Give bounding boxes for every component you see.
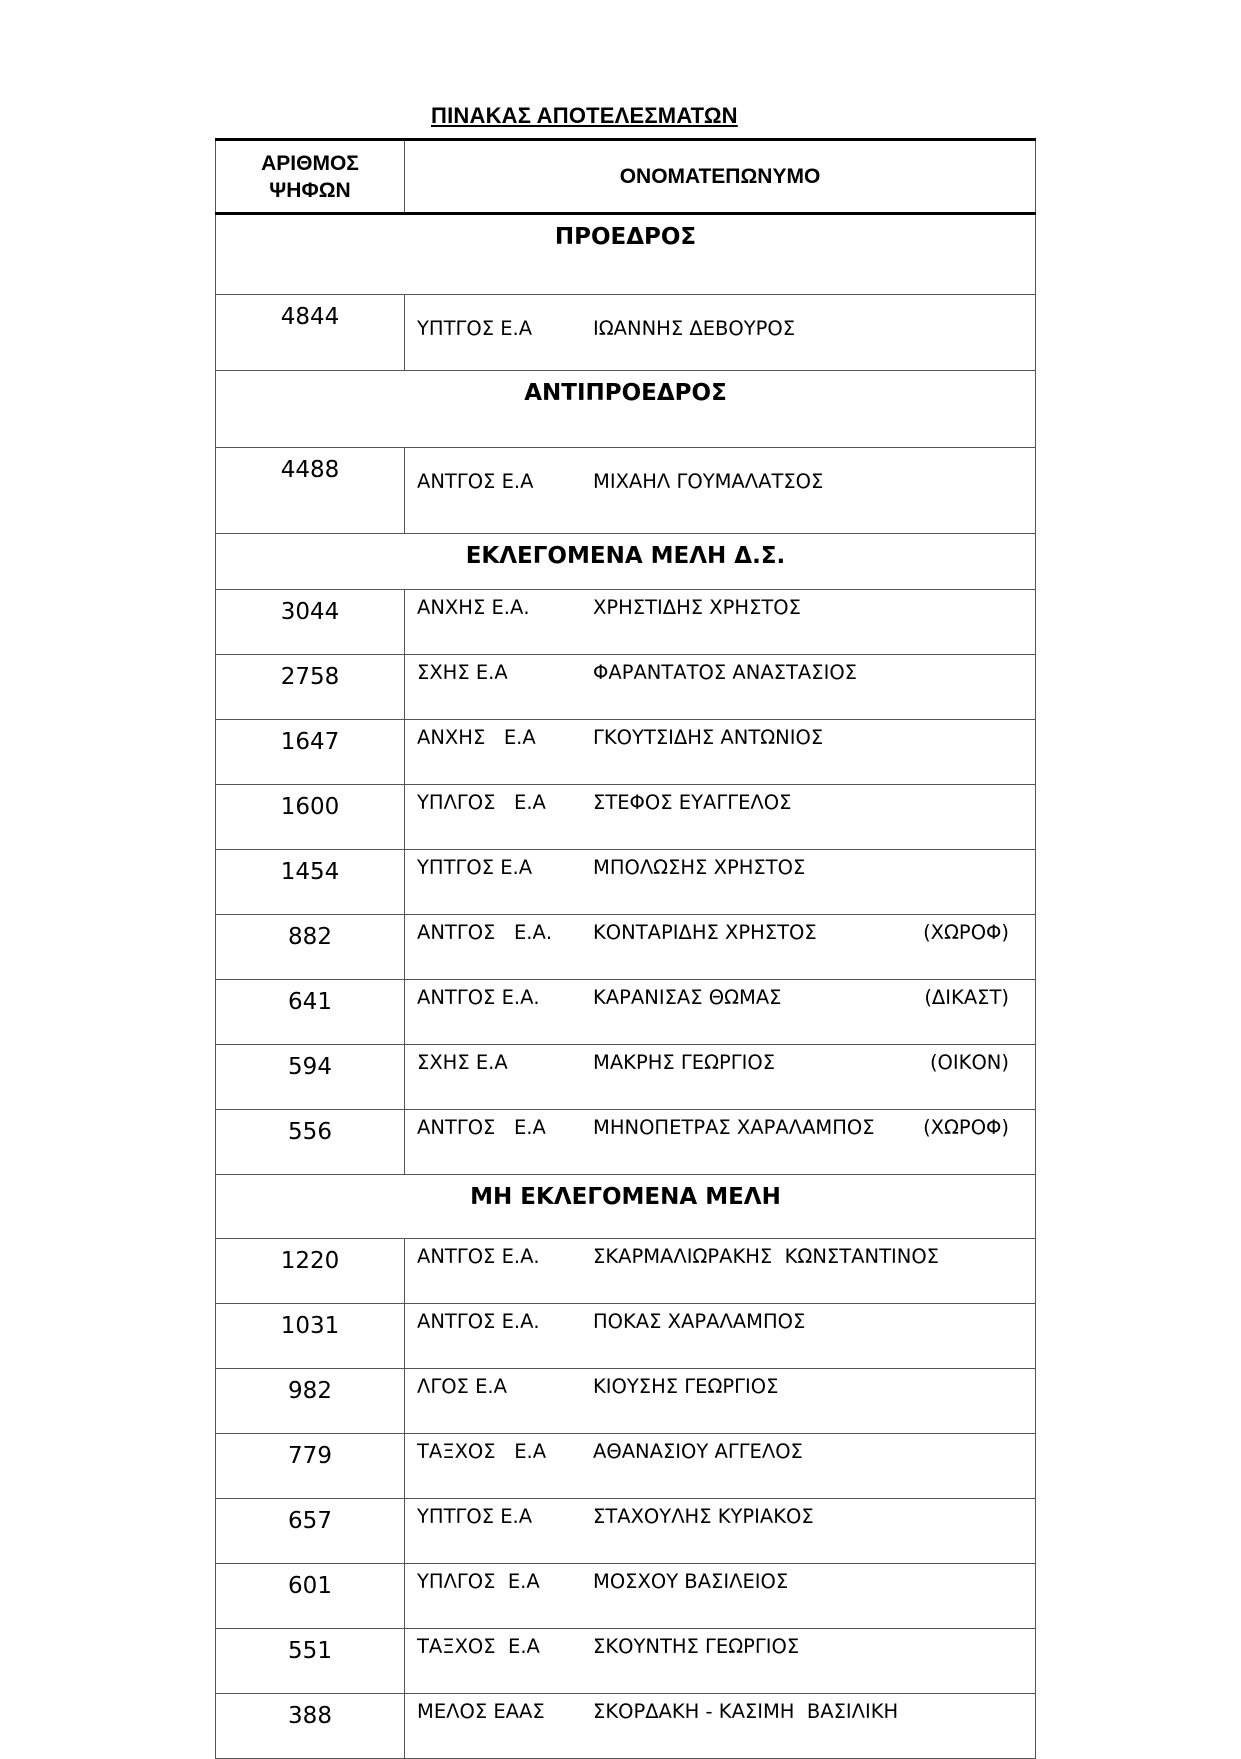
rank-text: ΥΠΛΓΟΣ Ε.Α — [417, 1570, 540, 1593]
rank-text: ΥΠΤΓΟΣ Ε.Α — [417, 1505, 533, 1528]
name-cell — [405, 1694, 1036, 1759]
rank-text: ΑΝΧΗΣ Ε.Α. — [417, 596, 530, 619]
votes-cell: 388 — [216, 1694, 405, 1759]
section-title: ΕΚΛΕΓΟΜΕΝΑ ΜΕΛΗ Δ.Σ. — [216, 534, 1036, 590]
name-cell — [405, 915, 1036, 980]
name-cell — [405, 785, 1036, 850]
votes-cell: 1220 — [216, 1239, 405, 1304]
votes-cell: 594 — [216, 1045, 405, 1110]
name-cell — [405, 1304, 1036, 1369]
name-cell — [405, 1110, 1036, 1175]
name-cell — [405, 720, 1036, 785]
person-name: ΣΚΟΥΝΤΗΣ ΓΕΩΡΓΙΟΣ — [593, 1635, 800, 1658]
table-row — [216, 1045, 1036, 1110]
person-name: ΚΑΡΑΝΙΣΑΣ ΘΩΜΑΣ — [593, 986, 782, 1009]
table-row — [216, 295, 1036, 371]
rank-text: ΜΕΛΟΣ ΕΑΑΣ — [417, 1700, 545, 1723]
table-row — [216, 1629, 1036, 1694]
votes-cell: 1454 — [216, 850, 405, 915]
table-row — [216, 720, 1036, 785]
table-row — [216, 448, 1036, 534]
votes-cell: 657 — [216, 1499, 405, 1564]
name-cell — [405, 1564, 1036, 1629]
votes-cell: 4844 — [216, 295, 405, 371]
person-name: ΣΤΑΧΟΥΛΗΣ ΚΥΡΙΑΚΟΣ — [593, 1505, 814, 1528]
name-cell — [405, 1045, 1036, 1110]
votes-cell: 779 — [216, 1434, 405, 1499]
rank-text: ΤΑΞΧΟΣ Ε.Α — [417, 1440, 547, 1463]
rank-text: ΤΑΞΧΟΣ Ε.Α — [417, 1635, 540, 1658]
specialty-text: (ΟΙΚΟΝ) — [929, 1051, 1009, 1074]
votes-column-header — [216, 140, 405, 214]
rank-text: ΑΝΤΓΟΣ Ε.Α. — [417, 921, 553, 944]
person-name: ΚΙΟΥΣΗΣ ΓΕΩΡΓΙΟΣ — [593, 1375, 779, 1398]
name-cell — [405, 850, 1036, 915]
rank-text: ΣΧΗΣ Ε.Α — [417, 661, 508, 684]
rank-text: ΑΝΤΓΟΣ Ε.Α — [417, 470, 534, 493]
votes-cell: 882 — [216, 915, 405, 980]
name-cell — [405, 1499, 1036, 1564]
section-title: ΠΡΟΕΔΡΟΣ — [216, 214, 1036, 295]
table-row — [216, 1564, 1036, 1629]
name-cell — [405, 980, 1036, 1045]
rank-text: ΑΝΤΓΟΣ Ε.Α — [417, 1116, 546, 1139]
person-name: ΜΟΣΧΟΥ ΒΑΣΙΛΕΙΟΣ — [593, 1570, 789, 1593]
name-cell — [405, 1369, 1036, 1434]
votes-cell: 982 — [216, 1369, 405, 1434]
name-cell — [405, 1434, 1036, 1499]
votes-cell: 1600 — [216, 785, 405, 850]
name-cell — [405, 1239, 1036, 1304]
rank-text: ΣΧΗΣ Ε.Α — [417, 1051, 508, 1074]
votes-cell: 2758 — [216, 655, 405, 720]
person-name: ΠΟΚΑΣ ΧΑΡΑΛΑΜΠΟΣ — [593, 1310, 806, 1333]
section-title: ΑΝΤΙΠΡΟΕΔΡΟΣ — [216, 371, 1036, 448]
table-row — [216, 980, 1036, 1045]
votes-cell: 1647 — [216, 720, 405, 785]
section-row — [216, 534, 1036, 590]
table-row — [216, 590, 1036, 655]
person-name: ΑΘΑΝΑΣΙΟΥ ΑΓΓΕΛΟΣ — [593, 1440, 803, 1463]
person-name: ΓΚΟΥΤΣΙΔΗΣ ΑΝΤΩΝΙΟΣ — [593, 726, 824, 749]
person-name: ΙΩΑΝΝΗΣ ΔΕΒΟΥΡΟΣ — [593, 317, 796, 340]
votes-cell: 551 — [216, 1629, 405, 1694]
person-name: ΜΗΝΟΠΕΤΡΑΣ ΧΑΡΑΛΑΜΠΟΣ — [593, 1116, 875, 1139]
specialty-text: (ΔΙΚΑΣΤ) — [924, 986, 1009, 1009]
rank-text: ΑΝΤΓΟΣ Ε.Α. — [417, 986, 540, 1009]
person-name: ΜΠΟΛΩΣΗΣ ΧΡΗΣΤΟΣ — [593, 856, 806, 879]
person-name: ΧΡΗΣΤΙΔΗΣ ΧΡΗΣΤΟΣ — [593, 596, 801, 619]
votes-cell: 1031 — [216, 1304, 405, 1369]
rank-text: ΥΠΛΓΟΣ Ε.Α — [417, 791, 546, 814]
table-row — [216, 1110, 1036, 1175]
person-name: ΣΚΑΡΜΑΛΙΩΡΑΚΗΣ ΚΩΝΣΤΑΝΤΙΝΟΣ — [593, 1245, 939, 1268]
name-cell — [405, 1629, 1036, 1694]
table-row — [216, 1239, 1036, 1304]
name-column-header: ΟΝΟΜΑΤΕΠΩΝΥΜΟ — [405, 140, 1036, 214]
name-cell — [405, 295, 1036, 371]
votes-cell: 601 — [216, 1564, 405, 1629]
rank-text: ΥΠΤΓΟΣ Ε.Α — [417, 856, 533, 879]
person-name: ΣΚΟΡΔΑΚΗ - ΚΑΣΙΜΗ ΒΑΣΙΛΙΚΗ — [593, 1700, 899, 1723]
table-row — [216, 850, 1036, 915]
votes-header-line2: ΨΗΦΩΝ — [269, 178, 351, 202]
person-name: ΜΙΧΑΗΛ ΓΟΥΜΑΛΑΤΣΟΣ — [593, 470, 824, 493]
specialty-text: (ΧΩΡΟΦ) — [923, 921, 1009, 944]
person-name: ΚΟΝΤΑΡΙΔΗΣ ΧΡΗΣΤΟΣ — [593, 921, 817, 944]
votes-header-line1: ΑΡΙΘΜΟΣ — [261, 151, 359, 175]
table-row — [216, 915, 1036, 980]
rank-text: ΑΝΧΗΣ Ε.Α — [417, 726, 536, 749]
specialty-text: (ΧΩΡΟΦ) — [923, 1116, 1009, 1139]
rank-text: ΛΓΟΣ Ε.Α — [417, 1375, 507, 1398]
name-cell — [405, 448, 1036, 534]
table-row — [216, 1434, 1036, 1499]
section-row — [216, 371, 1036, 448]
name-cell — [405, 655, 1036, 720]
table-row — [216, 1304, 1036, 1369]
votes-cell: 556 — [216, 1110, 405, 1175]
name-cell — [405, 590, 1036, 655]
table-row — [216, 1694, 1036, 1759]
table-row — [216, 1499, 1036, 1564]
document-title: ΠΙΝΑΚΑΣ ΑΠΟΤΕΛΕΣΜΑΤΩΝ — [431, 103, 738, 128]
rank-text: ΑΝΤΓΟΣ Ε.Α. — [417, 1245, 540, 1268]
table-header-row — [216, 140, 1036, 214]
rank-text: ΥΠΤΓΟΣ Ε.Α — [417, 317, 533, 340]
votes-cell: 641 — [216, 980, 405, 1045]
table-row — [216, 1369, 1036, 1434]
section-row — [216, 214, 1036, 295]
section-row — [216, 1175, 1036, 1239]
person-name: ΜΑΚΡΗΣ ΓΕΩΡΓΙΟΣ — [593, 1051, 776, 1074]
section-title: ΜΗ ΕΚΛΕΓΟΜΕΝΑ ΜΕΛΗ — [216, 1175, 1036, 1239]
person-name: ΣΤΕΦΟΣ ΕΥΑΓΓΕΛΟΣ — [593, 791, 792, 814]
table-row — [216, 785, 1036, 850]
votes-cell: 3044 — [216, 590, 405, 655]
table-row — [216, 655, 1036, 720]
votes-cell: 4488 — [216, 448, 405, 534]
results-table — [215, 138, 1036, 1759]
person-name: ΦΑΡΑΝΤΑΤΟΣ ΑΝΑΣΤΑΣΙΟΣ — [593, 661, 857, 684]
rank-text: ΑΝΤΓΟΣ Ε.Α. — [417, 1310, 540, 1333]
